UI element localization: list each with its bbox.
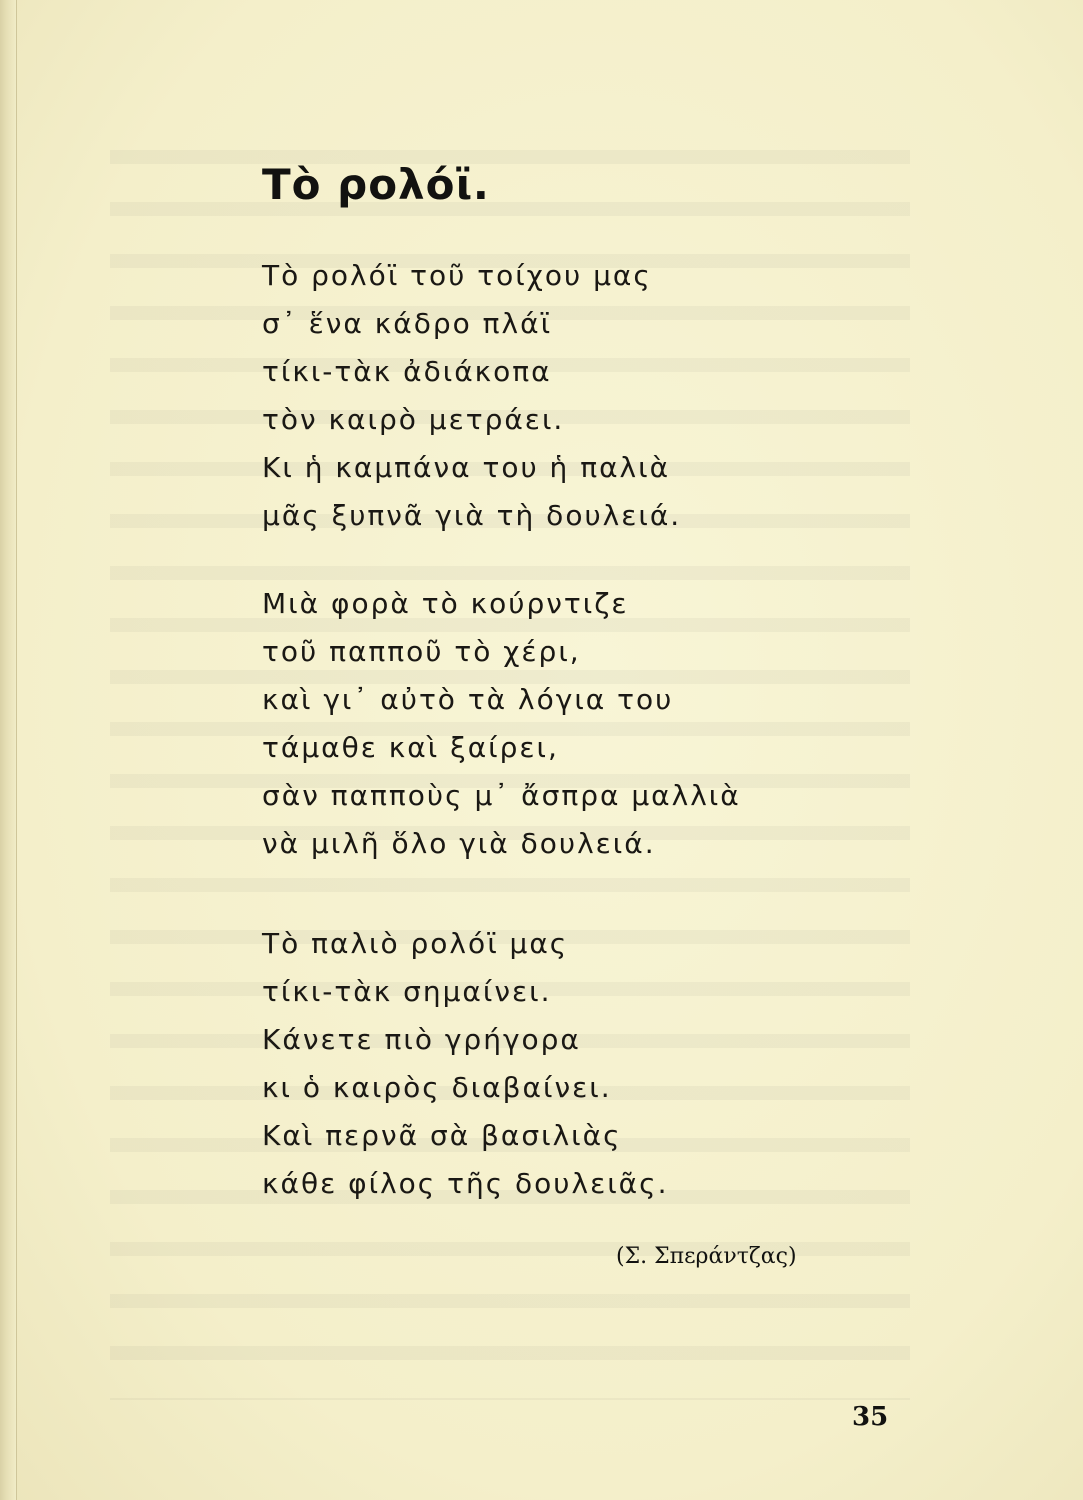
poem-line: τοῦ παπποῦ τὸ χέρι, (262, 635, 581, 668)
poem-line: μᾶς ξυπνᾶ γιὰ τὴ δουλειά. (262, 499, 682, 532)
stanza-2 (262, 580, 741, 868)
poem-line: νὰ μιλῆ ὅλο γιὰ δουλειά. (262, 827, 656, 860)
page-number: 35 (852, 1402, 889, 1432)
poem-line: τίκι-τὰκ ἀδιάκοπα (262, 355, 552, 388)
poem-line: σὰν παπποὺς μ᾽ ἄσπρα μαλλιὰ (262, 779, 741, 812)
poem-line: Τὸ ρολόϊ τοῦ τοίχου μας (262, 259, 652, 292)
poem-line: κάθε φίλος τῆς δουλειᾶς. (262, 1167, 669, 1200)
poem-line: Κι ἡ καμπάνα του ἡ παλιὰ (262, 451, 671, 484)
poem-line: Καὶ περνᾶ σὰ βασιλιὰς (262, 1119, 622, 1152)
poem-title: Τὸ ρολόϊ. (262, 160, 490, 209)
poem-line: σ᾽ ἕνα κάδρο πλάϊ (262, 307, 553, 340)
poem-line: Μιὰ φορὰ τὸ κούρντιζε (262, 587, 629, 620)
poem-line: τίκι-τὰκ σημαίνει. (262, 975, 552, 1008)
author-attribution: (Σ. Σπεράντζας) (616, 1244, 797, 1269)
poem-line: Τὸ παλιὸ ρολόϊ μας (262, 927, 569, 960)
poem-line: τάμαθε καὶ ξαίρει, (262, 731, 559, 764)
poem-line: τὸν καιρὸ μετράει. (262, 403, 565, 436)
stanza-3 (262, 920, 668, 1208)
poem-line: καὶ γι᾽ αὐτὸ τὰ λόγια του (262, 683, 674, 716)
poem-line: κι ὁ καιρὸς διαβαίνει. (262, 1071, 612, 1104)
poem-line: Κάνετε πιὸ γρήγορα (262, 1023, 581, 1056)
stanza-1 (262, 252, 681, 540)
binding-edge (0, 0, 17, 1500)
